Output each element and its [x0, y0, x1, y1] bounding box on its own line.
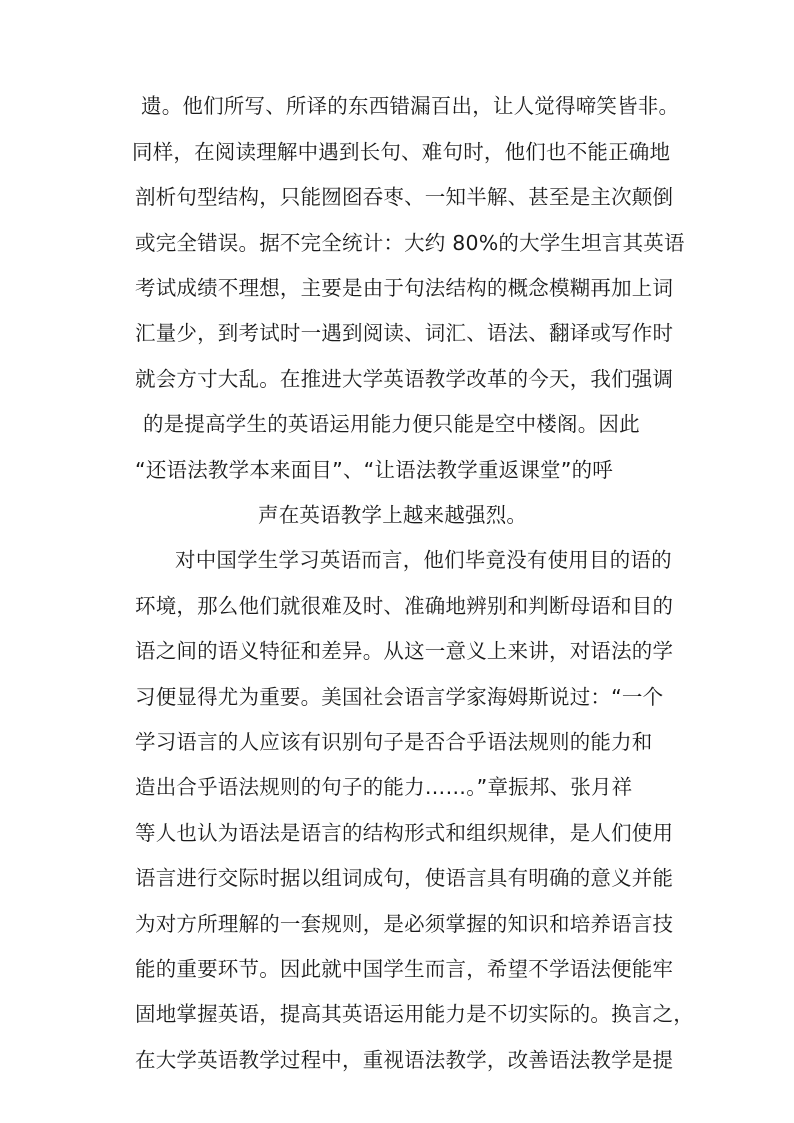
text-line-16: 造出合乎语法规则的句子的能力……。”章振邦、张月祥 — [135, 775, 633, 799]
text-line-6: 汇量少，到考试时一遇到阅读、词汇、语法、翻译或写作时 — [135, 321, 674, 345]
text-line-7: 就会方寸大乱。在推进大学英语教学改革的今天，我们强调 — [135, 367, 674, 391]
text-line-21: 固地掌握英语，提高其英语运用能力是不切实际的。换言之， — [135, 1002, 694, 1026]
text-line-19: 为对方所理解的一套规则，是必须掌握的知识和培养语言技 — [135, 912, 674, 936]
text-line-15: 学习语言的人应该有识别句子是否合乎语法规则的能力和 — [135, 730, 653, 754]
text-line-13: 语之间的语义特征和差异。从这一意义上来讲，对语法的学 — [135, 639, 674, 663]
text-line-5: 考试成绩不理想，主要是由于句法结构的概念模糊再加上词 — [135, 276, 674, 300]
text-line-20: 能的重要环节。因此就中国学生而言，希望不学语法便能牢 — [135, 957, 674, 981]
text-line-9: “还语法教学本来面目”、“让语法教学重返课堂”的呼 — [135, 458, 613, 482]
text-line-2: 同样，在阅读理解中遇到长句、难句时，他们也不能正确地 — [132, 140, 671, 164]
text-line-18: 语言进行交际时据以组词成句，使语言具有明确的意义并能 — [135, 866, 674, 890]
text-line-10: 声在英语教学上越来越强烈。 — [258, 503, 528, 527]
text-line-8: 的是提高学生的英语运用能力便只能是空中楼阁。因此 — [143, 412, 640, 436]
text-line-17: 等人也认为语法是语言的结构形式和组织规律，是人们使用 — [135, 821, 674, 845]
text-line-14: 习便显得尤为重要。美国社会语言学家海姆斯说过：“一个 — [135, 685, 664, 709]
text-line-4: 或完全错误。据不完全统计：大约 80%的大学生坦言其英语 — [135, 231, 685, 255]
text-line-22: 在大学英语教学过程中，重视语法教学，改善语法教学是提 — [135, 1048, 674, 1072]
text-line-1: 遗。他们所写、所译的东西错漏百出，让人觉得啼笑皆非。 — [141, 94, 680, 118]
text-line-3: 剖析句型结构，只能囫囵吞枣、一知半解、甚至是主次颠倒 — [135, 185, 674, 209]
text-line-12: 环境，那么他们就很难及时、准确地辨别和判断母语和目的 — [135, 594, 674, 618]
text-line-11: 对中国学生学习英语而言，他们毕竟没有使用目的语的 — [175, 548, 672, 572]
